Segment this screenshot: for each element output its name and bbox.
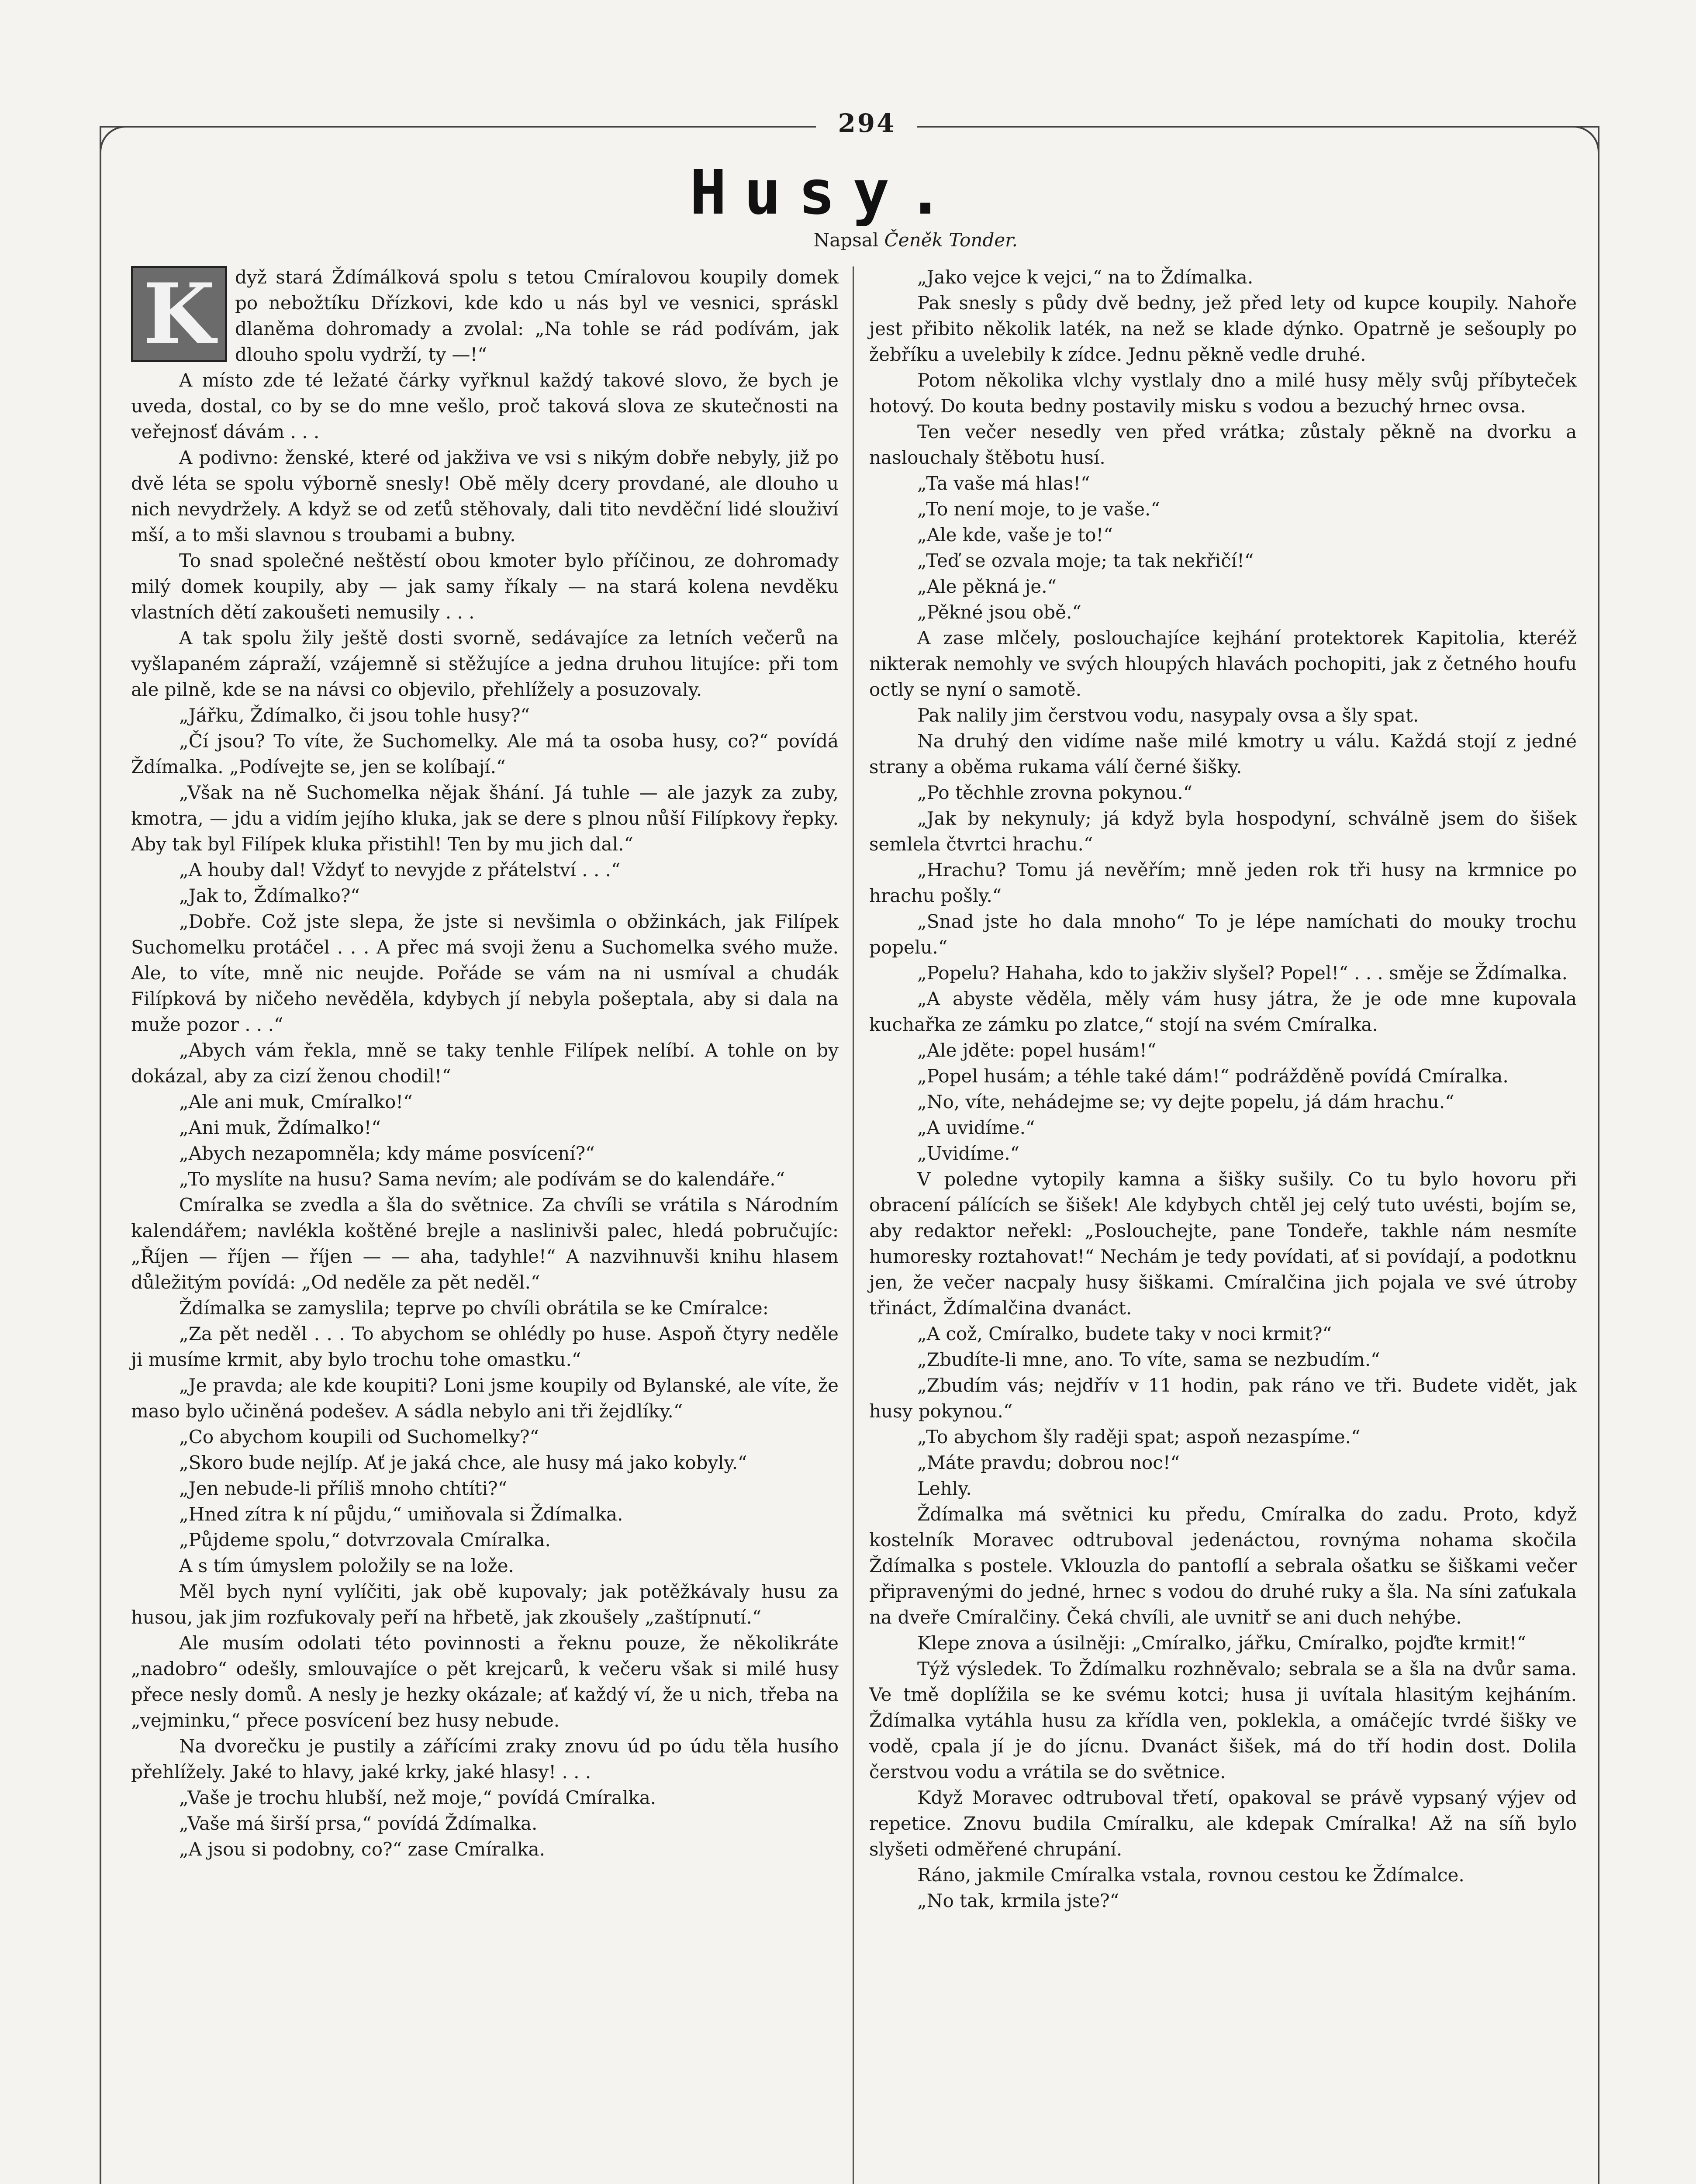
paragraph: „Snad jste ho dala mnoho“ To je lépe namíchati do mouky trochu popelu.“ xyxy=(869,911,1577,958)
paragraph: A podivno: ženské, které od jakživa ve vsi s nikým dobře nebyly, již po dvě léta se spolu výborně snesly! Obě měly dcery provdané, ale dlouho u nich nevydržely. A když se od zeťů stěhovaly, dali tito nevděční lidé slouživí mší, a to mši slavnou s troubami a bubny. xyxy=(131,447,839,546)
byline-author: Čeněk Tonder. xyxy=(884,229,1018,251)
paragraph: „Abych nezapomněla; kdy máme posvícení?“ xyxy=(179,1143,595,1164)
column-divider xyxy=(853,266,854,2184)
paragraph: Na druhý den vidíme naše milé kmotry u válu. Každá stojí z jedné strany a oběma rukama válí černé šišky. xyxy=(869,730,1577,778)
page-number: 294 xyxy=(838,108,896,138)
paragraph: „Je pravda; ale kde koupiti? Loni jsme koupily od Bylanské, ale víte, že maso bylo učiněná podešev. A sádla nebylo ani tři žejdlíky.“ xyxy=(131,1375,839,1422)
paragraph: „Jak to, Ždímalko?“ xyxy=(179,885,360,906)
paragraph: „Co abychom koupili od Suchomelky?“ xyxy=(179,1426,539,1448)
paragraph: Ždímalka má světnici ku předu, Cmíralka do zadu. Proto, když kostelník Moravec odtruboval jedenáctou, rovnýma nohama skočila Ždímalka s postele. Vklouzla do pantoflí a sebrala ošatku se šiškami večer připravenými do jedné, hrnec s vodou do druhé ruky a šla. Na síni zaťukala na dveře Cmíralčiny. Čeká chvíli, ale uvnitř se ani duch nehýbe. xyxy=(869,1503,1577,1628)
paragraph: „No tak, krmila jste?“ xyxy=(917,1890,1119,1911)
paragraph: „Zbudíte-li mne, ano. To víte, sama se nezbudím.“ xyxy=(917,1349,1380,1370)
paragraph: „Ale ani muk, Cmíralko!“ xyxy=(179,1091,413,1113)
paragraph: „A uvidíme.“ xyxy=(917,1117,1035,1138)
paragraph: „Jářku, Ždímalko, či jsou tohle husy?“ xyxy=(179,705,530,726)
paragraph: „Ta vaše má hlas!“ xyxy=(917,473,1090,494)
paragraph: Ten večer nesedly ven před vrátka; zůstaly pěkně na dvorku a naslouchaly štěbotu husí. xyxy=(869,421,1577,468)
byline-prefix: Napsal xyxy=(813,229,879,251)
paragraph: Na dvorečku je pustily a zářícími zraky znovu úd po údu těla husího přehlížely. Jaké to hlavy, jaké krky, jaké hlasy! . . . xyxy=(131,1735,839,1783)
paragraph: „A houby dal! Vždyť to nevyjde z přátelství . . .“ xyxy=(179,859,621,881)
paragraph: „Za pět neděl . . . To abychom se ohlédly po huse. Aspoň čtyry neděle ji musíme krmit, aby bylo trochu tohe omastku.“ xyxy=(131,1323,839,1370)
paragraph: „Jako vejce k vejci,“ na to Ždímalka. xyxy=(917,266,1254,288)
paragraph: „To není moje, to je vaše.“ xyxy=(917,498,1160,520)
paragraph: Cmíralka se zvedla a šla do světnice. Za chvíli se vrátila s Národním kalendářem; navlékla koštěné brejle a naslinivši palec, hledá pobručujíc: „Říjen — říjen — říjen — — aha, tadyhle!“ A nazvihnuvši knihu hlasem důležitým povídá: „Od neděle za pět neděl.“ xyxy=(131,1194,839,1293)
paragraph: „A jsou si podobny, co?“ zase Cmíralka. xyxy=(179,1838,546,1860)
paragraph: dyž stará Ždímálková spolu s tetou Cmíralovou koupily domek po nebožtíku Dřízkovi, kde kdo u nás byl ve vesnici, spráskl dlaněma dohromady a zvolal: „Na tohle se rád podívám, jak dlouho spolu vydrží, ty —!“ xyxy=(235,266,839,365)
paragraph: „To myslíte na husu? Sama nevím; ale podívám se do kalendáře.“ xyxy=(179,1168,785,1190)
paragraph: „Abych vám řekla, mně se taky tenhle Filípek nelíbí. A tohle on by dokázal, aby za cizí ženou chodil!“ xyxy=(131,1040,839,1087)
paragraph: Měl bych nyní vylíčiti, jak obě kupovaly; jak potěžkávaly husu za husou, jak jim rozfukovaly peří na hřbetě, jak zkoušely „zaštípnutí.“ xyxy=(131,1581,839,1628)
paragraph: „Popelu? Hahaha, kdo to jakživ slyšel? Popel!“ . . . směje se Ždímalka. xyxy=(917,962,1568,984)
paragraph: Když Moravec odtruboval třetí, opakoval se právě vypsaný výjev od repetice. Znovu budila Cmíralku, ale kdepak Cmíralka! Až na síň bylo slyšeti odměřené chrupání. xyxy=(869,1787,1577,1860)
paragraph: A zase mlčely, poslouchajíce kejhání protektorek Kapitolia, kteréž nikterak nemohly ve svých hloupých hlavách pochopiti, jak z četného houfu octly se nyní o samotě. xyxy=(869,627,1577,700)
paragraph: „Teď se ozvala moje; ta tak nekřičí!“ xyxy=(917,550,1254,571)
paragraph: Lehly. xyxy=(917,1478,972,1499)
paragraph: „Jen nebude-li příliš mnoho chtíti?“ xyxy=(179,1478,508,1499)
dropcap-letter: K xyxy=(131,266,227,362)
paragraph: To snad společné neštěstí obou kmoter bylo příčinou, ze dohromady milý domek koupily, aby — jak samy říkaly — na stará kolena nevděku vlastních dětí zakoušeti nemusily . . . xyxy=(131,550,839,623)
paragraph: „Hrachu? Tomu já nevěřím; mně jeden rok tři husy na krmnice po hrachu pošly.“ xyxy=(869,859,1577,906)
paragraph: „Pěkné jsou obě.“ xyxy=(917,601,1081,623)
paragraph: „Ale kde, vaše je to!“ xyxy=(917,524,1113,546)
paragraph: „Po těchhle zrovna pokynou.“ xyxy=(917,782,1193,803)
paragraph: Pak nalily jim čerstvou vodu, nasypaly ovsa a šly spat. xyxy=(917,705,1419,726)
paragraph: „Zbudím vás; nejdřív v 11 hodin, pak ráno ve tři. Budete vidět, jak husy pokynou.“ xyxy=(869,1375,1577,1422)
paragraph: „Skoro bude nejlíp. Ať je jaká chce, ale husy má jako kobyly.“ xyxy=(179,1452,747,1473)
paragraph: „Máte pravdu; dobrou noc!“ xyxy=(917,1452,1180,1473)
right-column xyxy=(869,264,1577,1914)
paragraph: „A což, Cmíralko, budete taky v noci krmit?“ xyxy=(917,1323,1332,1344)
paragraph: „Však na ně Suchomelka nějak šhání. Já tuhle — ale jazyk za zuby, kmotra, — jdu a vidím jejího kluka, jak se dere s plnou nůší Filípkovy řepky. Aby tak byl Filípek kluka přistihl! Ten by mu jich dal.“ xyxy=(131,782,839,855)
paragraph: Klepe znova a úsilněji: „Cmíralko, jářku, Cmíralko, pojďte krmit!“ xyxy=(917,1632,1527,1654)
header-rule-left xyxy=(100,126,816,128)
paragraph: „No, víte, nehádejme se; vy dejte popelu, já dám hrachu.“ xyxy=(917,1091,1454,1113)
paragraph: „Ale pěkná je.“ xyxy=(917,576,1057,597)
paragraph: Ráno, jakmile Cmíralka vstala, rovnou cestou ke Ždímalce. xyxy=(917,1864,1465,1886)
paragraph: „Uvidíme.“ xyxy=(917,1143,1020,1164)
paragraph: V poledne vytopily kamna a šišky sušily. Co tu bylo hovoru při obracení pálících se šišek! Ale kdybych chtěl jej celý tuto uvésti, bojím se, aby redaktor neřekl: „Poslouchejte, pane Tondeře, takhle nám nesmíte humoresky roztahovat!“ Nechám je tedy povídati, ať si povídají, a podotknu jen, že večer nacpaly husy šiškami. Cmíralčina jich pojala ve své útroby třináct, Ždímalčina dvanáct. xyxy=(869,1168,1577,1319)
paragraph: Potom několika vlchy vystlaly dno a milé husy měly svůj příbyteček hotový. Do kouta bedny postavily misku s vodou a bezuchý hrnec ovsa. xyxy=(869,370,1577,417)
paragraph: Pak snesly s půdy dvě bedny, jež před lety od kupce koupily. Nahoře jest přibito několik laték, na než se klade dýnko. Opatrně je sešouply po žebříku a uvelebily k zídce. Jednu pěkně vedle druhé. xyxy=(869,292,1577,365)
paragraph: „Popel husám; a téhle také dám!“ podrážděně povídá Cmíralka. xyxy=(917,1065,1509,1087)
article-title: Husy. xyxy=(690,157,961,228)
paragraph: „Vaše je trochu hlubší, než moje,“ povídá Cmíralka. xyxy=(179,1787,656,1808)
paragraph: „A abyste věděla, měly vám husy játra, že je ode mne kupovala kuchařka ze zámku po zlatce,“ stojí na svém Cmíralka. xyxy=(869,988,1577,1035)
paragraph: A s tím úmyslem položily se na lože. xyxy=(179,1555,514,1576)
paragraph: „Ani muk, Ždímalko!“ xyxy=(179,1117,381,1138)
paragraph: „Vaše má širší prsa,“ povídá Ždímalka. xyxy=(179,1813,538,1834)
paragraph: „Hned zítra k ní půjdu,“ umiňovala si Ždímalka. xyxy=(179,1503,623,1525)
paragraph: „To abychom šly raději spat; aspoň nezaspíme.“ xyxy=(917,1426,1361,1448)
paragraph: Týž výsledek. To Ždímalku rozhněvalo; sebrala se a šla na dvůr sama. Ve tmě doplížila se ke svému kotci; husa ji uvítala hlasitým kejháním. Ždímalka vytáhla husu za křídla ven, poklekla, a omáčejíc tvrdé šišky ve vodě, cpala jí je do jícnu. Dvanáct šišek, má do tří hodin dost. Dolila čerstvou vodu a vrátila se do světnice. xyxy=(869,1658,1577,1783)
paragraph: „Půjdeme spolu,“ dotvrzovala Cmíralka. xyxy=(179,1529,551,1551)
header-rule-right xyxy=(917,126,1598,128)
paragraph: „Ale jděte: popel husám!“ xyxy=(917,1040,1157,1061)
paragraph: Ale musím odolati této povinnosti a řeknu pouze, že několikráte „nadobro“ odešly, smlouvajíce o pět krejcarů, k večeru však si milé husy přece nesly domů. A nesly je hezky okázale; ať každý ví, že u nich, třeba na „vejminku,“ přece posvícení bez husy nebude. xyxy=(131,1632,839,1731)
paragraph: „Dobře. Což jste slepa, že jste si nevšimla o obžinkách, jak Filípek Suchomelku protáčel . . . A přec má svoji ženu a Suchomelka svého muže. Ale, to víte, mně nic neujde. Pořáde se vám na ni usmíval a chudák Filípková by ničeho nevěděla, kdybych jí nebyla pošeptala, aby si dala na muže pozor . . .“ xyxy=(131,911,839,1035)
paragraph: Ždímalka se zamyslila; teprve po chvíli obrátila se ke Cmíralce: xyxy=(179,1297,769,1319)
paragraph: A místo zde té ležaté čárky vyřknul každý takové slovo, že bych je uveda, dostal, co by se do mne vešlo, proč taková slova ze skutečnosti na veřejnosť dávám . . . xyxy=(131,370,839,442)
byline xyxy=(712,229,1018,251)
left-column xyxy=(131,264,839,1862)
paragraph: „Jak by nekynuly; já když byla hospodyní, schválně jsem do šišek semlela čtvrtci hrachu.“ xyxy=(869,808,1577,855)
paragraph: „Čí jsou? To víte, že Suchomelky. Ale má ta osoba husy, co?“ povídá Ždímalka. „Podívejte se, jen se kolíbají.“ xyxy=(131,730,839,778)
paragraph: A tak spolu žily ještě dosti svorně, sedávajíce za letních večerů na vyšlapaném zápraží, vzájemně si stěžujíce a jedna druhou litujíce: při tom ale pilně, kde se na návsi co objevilo, přehlížely a posuzovaly. xyxy=(131,627,839,700)
